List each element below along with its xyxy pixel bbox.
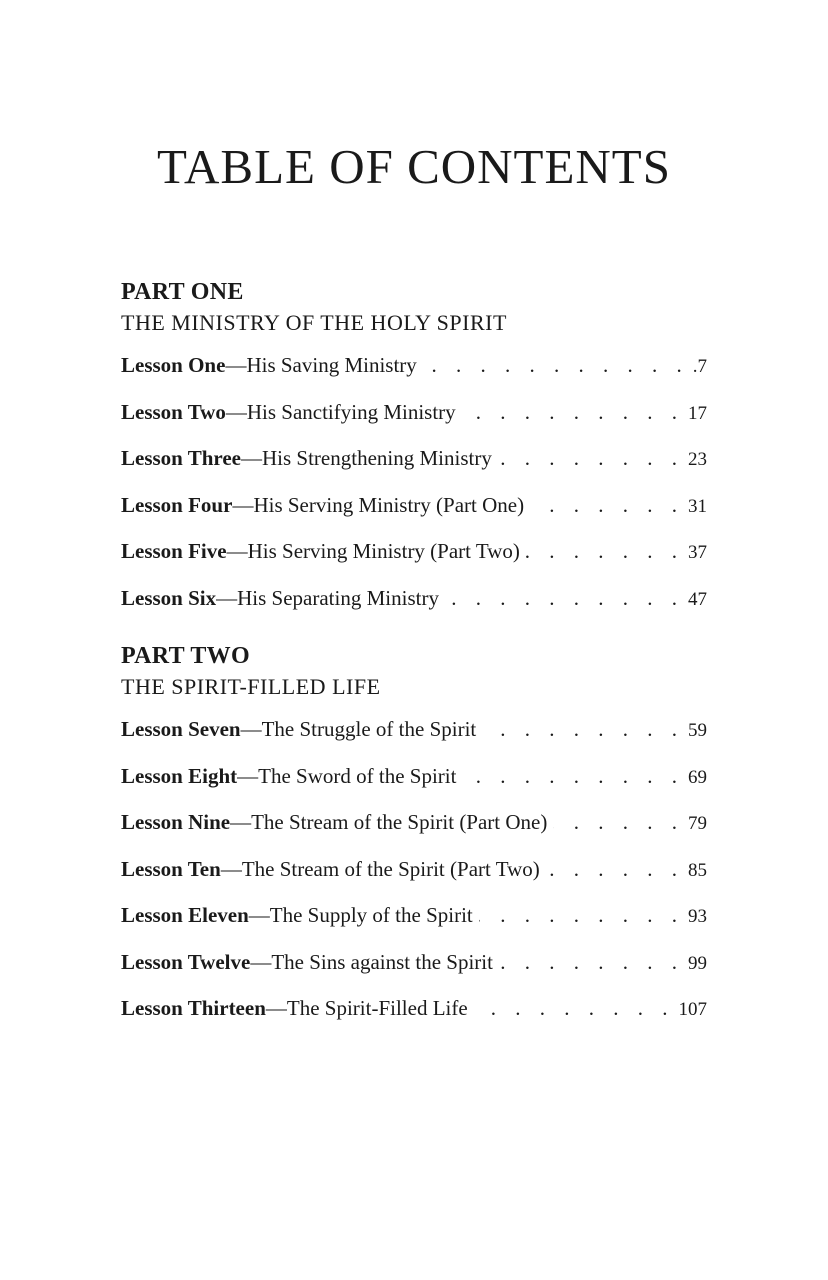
dot-leader — [474, 993, 675, 1023]
dot-leader — [445, 583, 684, 613]
lesson-name: Lesson One — [121, 353, 226, 377]
lesson-name: Lesson Nine — [121, 810, 231, 834]
part-subtitle: THE SPIRIT-FILLED LIFE — [121, 674, 381, 699]
page-number: 99 — [688, 952, 707, 974]
lesson-name: Lesson Twelve — [121, 949, 251, 974]
toc-entry-lesson-four[interactable]: Lesson Four—His Serving Ministry (Part One) . . . 31 — [121, 490, 707, 537]
part-subtitle: THE MINISTRY OF THE HOLY SPIRIT — [121, 310, 507, 335]
page-number: 59 — [688, 720, 707, 741]
lesson-topic: His Saving Ministry — [246, 353, 417, 377]
dot-leader — [553, 807, 684, 837]
toc-entry-lesson-eight[interactable]: Lesson Eight—The Sword of the Spirit . . . 69 — [121, 761, 707, 808]
toc-entry-lesson-twelve[interactable]: Lesson Twelve—The Sins against the Spirit . . . 99 — [121, 947, 707, 994]
lesson-topic: His Sanctifying Ministry — [246, 399, 456, 424]
page-number: 23 — [688, 449, 707, 470]
toc-list — [121, 350, 707, 629]
lesson-topic: The Sins against the Spirit — [271, 949, 493, 974]
page-number: 47 — [688, 588, 707, 610]
lesson-name: Lesson Ten — [121, 856, 221, 881]
toc-entry-lesson-three[interactable]: Lesson Three—His Strengthening Ministry . . . 23 — [121, 443, 707, 490]
dot-leader — [462, 761, 684, 791]
lesson-topic: His Serving Ministry (Part One) — [253, 492, 525, 517]
toc-list — [121, 714, 707, 1040]
dot-leader — [423, 350, 689, 380]
toc-entry-lesson-two[interactable]: Lesson Two—His Sanctifying Ministry . . . 17 — [121, 397, 707, 444]
toc-entry-lesson-eleven[interactable]: Lesson Eleven—The Supply of the Spirit . . . 93 — [121, 900, 707, 947]
dot-leader — [530, 490, 684, 520]
part-label: PART TWO — [121, 643, 250, 669]
page-number: 31 — [688, 495, 707, 517]
toc-entry-lesson-ten[interactable]: Lesson Ten—The Stream of the Spirit (Part Two) . . . 85 — [121, 854, 707, 901]
lesson-name: Lesson Three — [121, 446, 241, 470]
lesson-name: Lesson Five — [121, 539, 227, 563]
page-number: 17 — [688, 402, 707, 424]
toc-entry-lesson-one[interactable]: Lesson One—His Saving Ministry . . . .7 — [121, 350, 707, 397]
lesson-topic: The Struggle of the Spirit — [261, 717, 477, 741]
dot-leader — [462, 397, 684, 427]
toc-entry-lesson-thirteen[interactable]: Lesson Thirteen—The Spirit-Filled Life . . . 107 — [121, 993, 707, 1040]
lesson-topic: The Stream of the Spirit (Part One) — [251, 810, 548, 834]
lesson-topic: The Sword of the Spirit — [258, 763, 457, 788]
dot-leader — [498, 443, 684, 473]
page-number: 37 — [688, 542, 707, 563]
lesson-name: Lesson Thirteen — [121, 996, 266, 1020]
toc-entry-lesson-five[interactable]: Lesson Five—His Serving Ministry (Part Two) . . . 37 — [121, 536, 707, 583]
lesson-name: Lesson Six — [121, 585, 217, 610]
lesson-topic: His Strengthening Ministry — [262, 446, 492, 470]
toc-entry-lesson-six[interactable]: Lesson Six—His Separating Ministry . . . 47 — [121, 583, 707, 630]
toc-entry-lesson-seven[interactable]: Lesson Seven—The Struggle of the Spirit . . . 59 — [121, 714, 707, 761]
lesson-topic: His Separating Ministry — [237, 585, 439, 610]
page-number: 107 — [678, 999, 707, 1020]
part-two-section — [121, 640, 707, 1040]
part-label: PART ONE — [121, 279, 244, 305]
lesson-topic: The Stream of the Spirit (Part Two) — [241, 856, 540, 881]
lesson-name: Lesson Four — [121, 492, 233, 517]
page-number: 93 — [688, 906, 707, 927]
lesson-topic: His Serving Ministry (Part Two) — [247, 539, 520, 563]
dot-leader — [482, 714, 684, 744]
dot-leader — [526, 536, 684, 566]
page-number: 79 — [688, 813, 707, 834]
dot-leader — [499, 947, 684, 977]
page-number: 85 — [688, 859, 707, 881]
lesson-name: Lesson Eight — [121, 763, 238, 788]
page-title: TABLE OF CONTENTS — [157, 139, 671, 194]
page-number: 69 — [688, 766, 707, 788]
dot-leader — [479, 900, 684, 930]
page-number: .7 — [692, 356, 707, 377]
lesson-name: Lesson Eleven — [121, 903, 249, 927]
lesson-name: Lesson Two — [121, 399, 226, 424]
lesson-name: Lesson Seven — [121, 717, 241, 741]
dot-leader — [546, 854, 684, 884]
lesson-topic: The Supply of the Spirit — [269, 903, 473, 927]
toc-entry-lesson-nine[interactable]: Lesson Nine—The Stream of the Spirit (Part One) . . . 79 — [121, 807, 707, 854]
lesson-topic: The Spirit-Filled Life — [286, 996, 468, 1020]
part-one-section — [121, 276, 707, 629]
